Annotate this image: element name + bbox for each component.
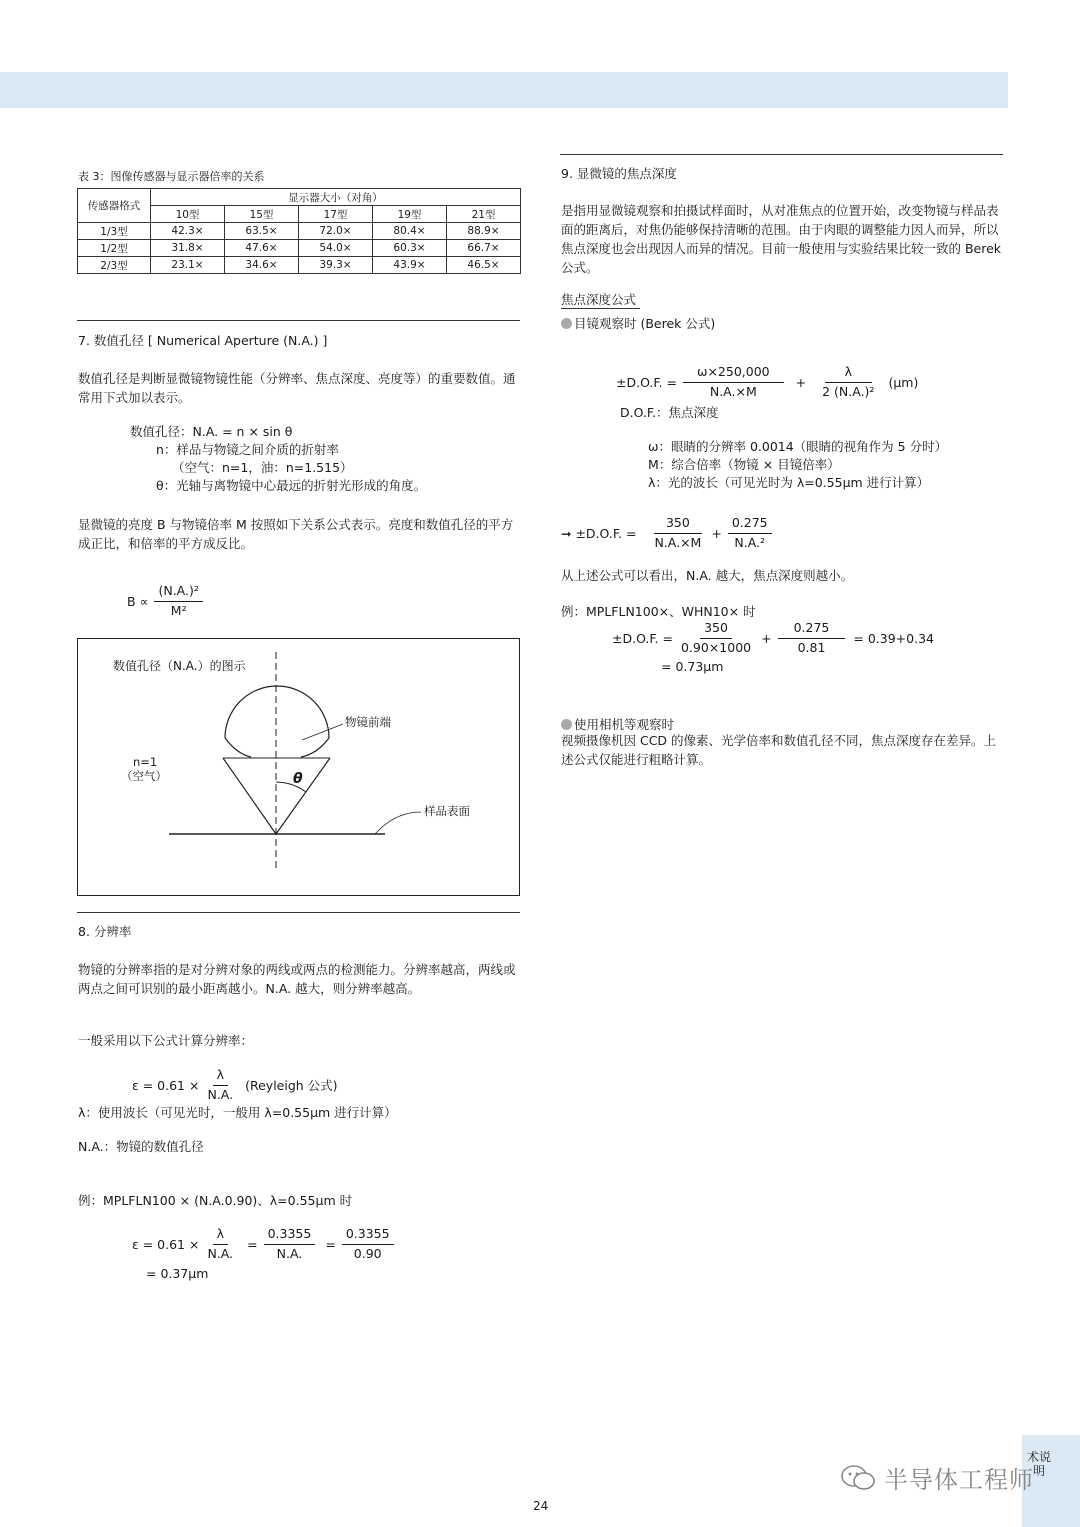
formula-lhs: ±D.O.F. = <box>616 374 677 390</box>
diagram-air-label: （空气） <box>121 769 167 783</box>
numerator: 0.275 <box>778 622 846 639</box>
table-col-header: 19型 <box>373 206 447 223</box>
watermark <box>840 1460 1034 1495</box>
table-group-header: 显示器大小（对角） <box>151 189 521 206</box>
denominator: 0.81 <box>797 639 826 655</box>
header-band <box>0 72 1008 108</box>
omega-definition: ω：眼睛的分辨率 0.0014（眼睛的视角作为 5 分时） <box>648 439 948 454</box>
fraction <box>818 366 878 398</box>
rayleigh-label: (Reyleigh 公式) <box>245 1078 338 1093</box>
table-row <box>78 240 521 257</box>
diagram-sample-label: 样品表面 <box>424 804 470 818</box>
table-cell: 88.9× <box>447 223 521 240</box>
denominator: M² <box>170 602 187 618</box>
lens-dome <box>225 686 329 738</box>
magnification-table <box>77 188 521 274</box>
numerator: λ <box>213 1069 228 1086</box>
table-caption: 表 3：图像传感器与显示器倍率的关系 <box>78 170 265 183</box>
numerator: λ <box>213 1228 228 1245</box>
diagram-n-label: n=1 <box>133 755 158 769</box>
diagram-theta: θ <box>293 771 303 787</box>
numerator: 350 <box>700 622 732 639</box>
na-formula-note: （空气：n=1，油：n=1.515） <box>172 460 353 475</box>
equals: = <box>325 1236 336 1252</box>
na-note: N.A.：物镜的数值孔径 <box>78 1139 204 1154</box>
fraction <box>650 517 705 549</box>
diagram-lens-label: 物镜前端 <box>345 715 391 729</box>
eyepiece-item <box>561 314 715 332</box>
table-cell: 47.6× <box>225 240 299 257</box>
berek-formula <box>616 366 918 398</box>
section-9-heading: 9. 显微镜的焦点深度 <box>561 166 677 181</box>
simplified-formula <box>561 517 772 549</box>
eyepiece-label: 目镜观察时 (Berek 公式) <box>574 316 716 331</box>
section-7-para1: 数值孔径是判断显微镜物镜性能（分辨率、焦点深度、亮度等）的重要数值。通常用下式加以表示。 <box>78 371 516 405</box>
table-col-header: 17型 <box>299 206 373 223</box>
equals: = <box>247 1236 258 1252</box>
table-cell: 80.4× <box>373 223 447 240</box>
table-cell: 46.5× <box>447 257 521 274</box>
ray-left <box>223 758 276 834</box>
table-col-header: 21型 <box>447 206 521 223</box>
section-8-para1: 物镜的分辨率指的是对分辨对象的两线或两点的检测能力。分辨率越高，两线或两点之间可识别的最小距离越小。N.A. 越大，则分辨率越高。 <box>78 962 516 996</box>
section-7-heading: 7. 数值孔径 [ Numerical Aperture (N.A.) ] <box>78 333 328 348</box>
formula-lhs: ε = 0.61 × <box>132 1077 200 1093</box>
denominator: N.A.×M <box>709 383 757 399</box>
formula-lhs: ➞ ±D.O.F. = <box>561 525 637 541</box>
brightness-formula <box>127 585 203 617</box>
section-9-para1: 是指用显微镜观察和拍摄试样面时，从对准焦点的位置开始，改变物镜与样品表面的距离后，对焦仍能够保持清晰的范围。由于肉眼的调整能力因人而异，所以焦点深度也会出现因人而异的情况。目前一般使用与实验结果比较一致的 Berek 公式。 <box>561 203 1002 275</box>
numerator: 0.275 <box>728 517 772 534</box>
denominator: N.A. <box>207 1245 234 1261</box>
formula-lhs: B ∝ <box>127 593 149 609</box>
na-formula: 数值孔径：N.A. = n × sin θ <box>130 424 293 439</box>
plus: + <box>795 374 807 390</box>
resolution-example-formula <box>132 1228 394 1260</box>
section-8-example: 例：MPLFLN100 × (N.A.0.90)、λ=0.55μm 时 <box>78 1193 353 1208</box>
table-cell: 39.3× <box>299 257 373 274</box>
diagram-title: 数值孔径（N.A.）的图示 <box>113 659 246 673</box>
table-cell: 1/2型 <box>78 240 151 257</box>
watermark-text: 半导体工程师 <box>884 1466 1034 1494</box>
dof-conclusion: 从上述公式可以看出，N.A. 越大，焦点深度则越小。 <box>561 568 854 583</box>
fraction <box>264 1228 316 1260</box>
table-col-header: 15型 <box>225 206 299 223</box>
denominator: N.A.² <box>734 534 766 550</box>
fraction <box>203 1228 237 1260</box>
resolution-result: = 0.37μm <box>146 1266 209 1281</box>
table-row-header: 传感器格式 <box>78 189 151 223</box>
leader-sample <box>375 812 421 834</box>
na-formula-theta: θ：光轴与离物镜中心最远的折射光形成的角度。 <box>156 478 427 493</box>
fraction <box>203 1069 237 1101</box>
bullet-icon <box>561 719 572 730</box>
table-cell: 54.0× <box>299 240 373 257</box>
unit: (μm) <box>888 374 919 390</box>
table-row <box>78 223 521 240</box>
denominator: 2 (N.A.)² <box>822 383 875 399</box>
wechat-icon <box>840 1464 876 1492</box>
dof-definition: D.O.F.：焦点深度 <box>620 405 719 420</box>
denominator: N.A. <box>276 1245 303 1261</box>
table-cell: 66.7× <box>447 240 521 257</box>
m-definition: M：综合倍率（物镜 × 目镜倍率） <box>648 457 840 472</box>
fraction <box>677 622 755 654</box>
section-9-example: 例：MPLFLN100×、WHN10× 时 <box>561 604 756 619</box>
fraction <box>683 366 784 398</box>
fraction <box>154 585 202 617</box>
lambda-note: λ：使用波长（可见光时，一般用 λ=0.55μm 进行计算） <box>78 1105 397 1120</box>
table-cell: 60.3× <box>373 240 447 257</box>
table-cell: 34.6× <box>225 257 299 274</box>
denominator: N.A.×M <box>654 534 702 550</box>
numerator: 350 <box>654 517 702 534</box>
divider <box>77 320 520 321</box>
ray-right <box>276 758 330 834</box>
denominator: 0.90 <box>353 1245 382 1261</box>
section-7-para2: 显微镜的亮度 B 与物镜倍率 M 按照如下关系公式表示。亮度和数值孔径的平方成正比，和倍率的平方成反比。 <box>78 517 514 551</box>
example-sum: = 0.39+0.34 <box>853 630 934 646</box>
table-row <box>78 257 521 274</box>
table-cell: 63.5× <box>225 223 299 240</box>
dof-title: 焦点深度公式 <box>561 292 637 307</box>
dof-title-underline <box>561 308 640 309</box>
table-col-header: 10型 <box>151 206 225 223</box>
divider <box>77 912 520 913</box>
divider <box>560 154 1003 155</box>
denominator: 0.90×1000 <box>680 639 752 655</box>
page-number: 24 <box>533 1499 549 1513</box>
formula-lhs: ±D.O.F. = <box>612 630 673 646</box>
numerator: 0.3355 <box>342 1228 394 1245</box>
table-cell: 42.3× <box>151 223 225 240</box>
fraction <box>342 1228 394 1260</box>
table-cell: 31.8× <box>151 240 225 257</box>
dof-example-result: = 0.73μm <box>661 659 724 674</box>
denominator: N.A. <box>207 1086 234 1102</box>
section-8-heading: 8. 分辨率 <box>78 924 132 939</box>
lambda-definition: λ：光的波长（可见光时为 λ=0.55μm 进行计算） <box>648 475 930 490</box>
dof-example-formula <box>612 622 934 654</box>
leader-lens <box>302 724 343 740</box>
fraction <box>778 622 846 654</box>
side-tab-label: 术说明 <box>1026 1450 1051 1478</box>
numerator: (N.A.)² <box>154 585 202 602</box>
na-formula-n: n：样品与物镜之间介质的折射率 <box>156 442 339 457</box>
numerator: 0.3355 <box>264 1228 316 1245</box>
table-cell: 23.1× <box>151 257 225 274</box>
numerator: ω×250,000 <box>683 366 784 383</box>
camera-text: 视频摄像机因 CCD 的像素、光学倍率和数值孔径不同，焦点深度存在差异。上述公式仅能进行粗略计算。 <box>561 733 997 767</box>
plus: + <box>761 630 772 646</box>
formula-lhs: ε = 0.61 × <box>132 1236 200 1252</box>
table-cell: 43.9× <box>373 257 447 274</box>
section-8-para2: 一般采用以下公式计算分辨率： <box>78 1033 254 1048</box>
rayleigh-formula <box>132 1069 338 1101</box>
table-cell: 2/3型 <box>78 257 151 274</box>
table-cell: 72.0× <box>299 223 373 240</box>
camera-label: 使用相机等观察时 <box>574 717 675 732</box>
numerator: λ <box>825 366 872 383</box>
plus: + <box>711 525 722 541</box>
fraction <box>728 517 772 549</box>
table-cell: 1/3型 <box>78 223 151 240</box>
bullet-icon <box>561 318 572 329</box>
